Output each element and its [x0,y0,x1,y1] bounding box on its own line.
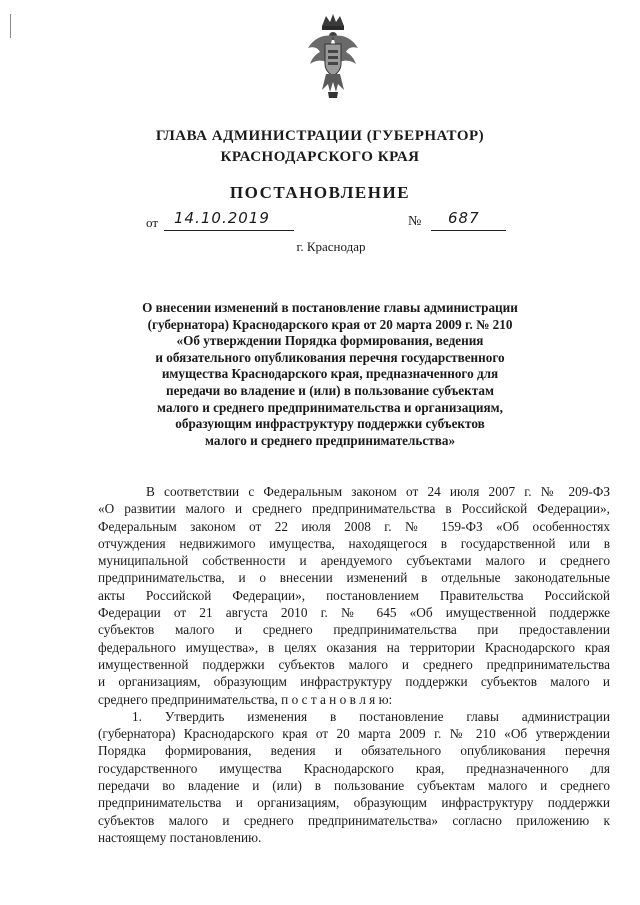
body-line: настоящему постановлению. [98,829,262,845]
body-line: В соответствии с Федеральным законом от 24 июля 2007 г. № 209-ФЗ [146,484,610,499]
document-type-title: ПОСТАНОВЛЕНИЕ [229,183,411,202]
body-line: субъектов малого и среднего предпринимательства при предоставлении [98,622,610,638]
date-value: 14.10.2019 [174,209,270,227]
number-underline [431,230,506,231]
subject-line: О внесении изменений в постановление главы администрации [142,300,518,315]
body-line: «О развитии малого и среднего предпринимательства в Российской Федерации», [98,501,610,517]
body-line: государственного имущества Краснодарского края, предназначенного для [98,760,610,776]
scan-edge-mark [10,14,11,38]
body-line: отчуждения недвижимого имущества, находящегося в государственной или в [98,535,610,551]
body-line: субъектов малого и среднего предпринимательства» согласно приложению к [98,812,610,828]
body-line: (губернатора) Краснодарского края от 20 марта 2009 г. № 210 «Об утверждении [98,726,610,742]
date-prefix: от [146,215,159,230]
body-line: федерального имущества», в целях оказания на территории Краснодарского края [98,639,610,655]
body-line: 1. Утвердить изменения в постановление главы администрации [132,708,610,724]
subject-line: образующим инфраструктуру поддержки субъектов [175,416,485,432]
body-line: имущественной поддержки субъектов малого и среднего предпринимательства [98,656,610,672]
body-line: передачи во владение и (или) в пользование субъектам малого и среднего [98,778,610,794]
subject-line: (губернатора) Краснодарского края от 20 марта 2009 г. № 210 [147,316,513,332]
authority-title-line2: КРАСНОДАРСКОГО КРАЯ [220,149,420,165]
city-line: г. Краснодар [296,239,366,254]
number-prefix: № [408,214,422,229]
authority-title-line1: ГЛАВА АДМИНИСТРАЦИИ (ГУБЕРНАТОР) [155,128,485,144]
subject-line: малого и среднего предпринимательства» [204,432,456,448]
number-value: 687 [448,209,480,227]
body-text [98,483,610,846]
body-line: и организациям, образующим инфраструктуру поддержки субъектов малого и [98,674,610,690]
subject-line: передачи во владение и (или) в пользование субъектам [166,382,494,398]
coat-of-arms-icon [304,12,362,100]
body-line: Федеральным законом от 22 июля 2008 г. № 159-ФЗ «Об особенностях [98,518,610,534]
body-line: муниципальной собственности и арендуемого субъектами малого и среднего [98,553,610,569]
subject-line: малого и среднего предпринимательства и организациям, [157,399,503,415]
body-line: предпринимательства и организациям, образующим инфраструктуру поддержки [98,795,610,811]
date-underline [164,230,294,231]
subject-line: «Об утверждении Порядка формирования, ведения [176,333,484,349]
subject-block [100,300,560,449]
subject-line: и обязательного опубликования перечня государственного [155,349,505,365]
subject-line: имущества Краснодарского края, предназначенного для [161,366,499,382]
date-number-row [146,209,546,235]
body-line: предпринимательства, и о внесении изменений в отдельные законодательные [98,570,610,586]
body-line: Федерации от 21 августа 2010 г. № 645 «Об имущественной поддержке [98,605,610,621]
body-line: среднего предпринимательства, п о с т а н о в л я ю: [98,691,393,707]
body-line: акты Российской Федерации», постановлением Правительства Российской [98,587,610,603]
body-line: Порядка формирования, ведения и обязательного опубликования перечня [98,743,610,759]
